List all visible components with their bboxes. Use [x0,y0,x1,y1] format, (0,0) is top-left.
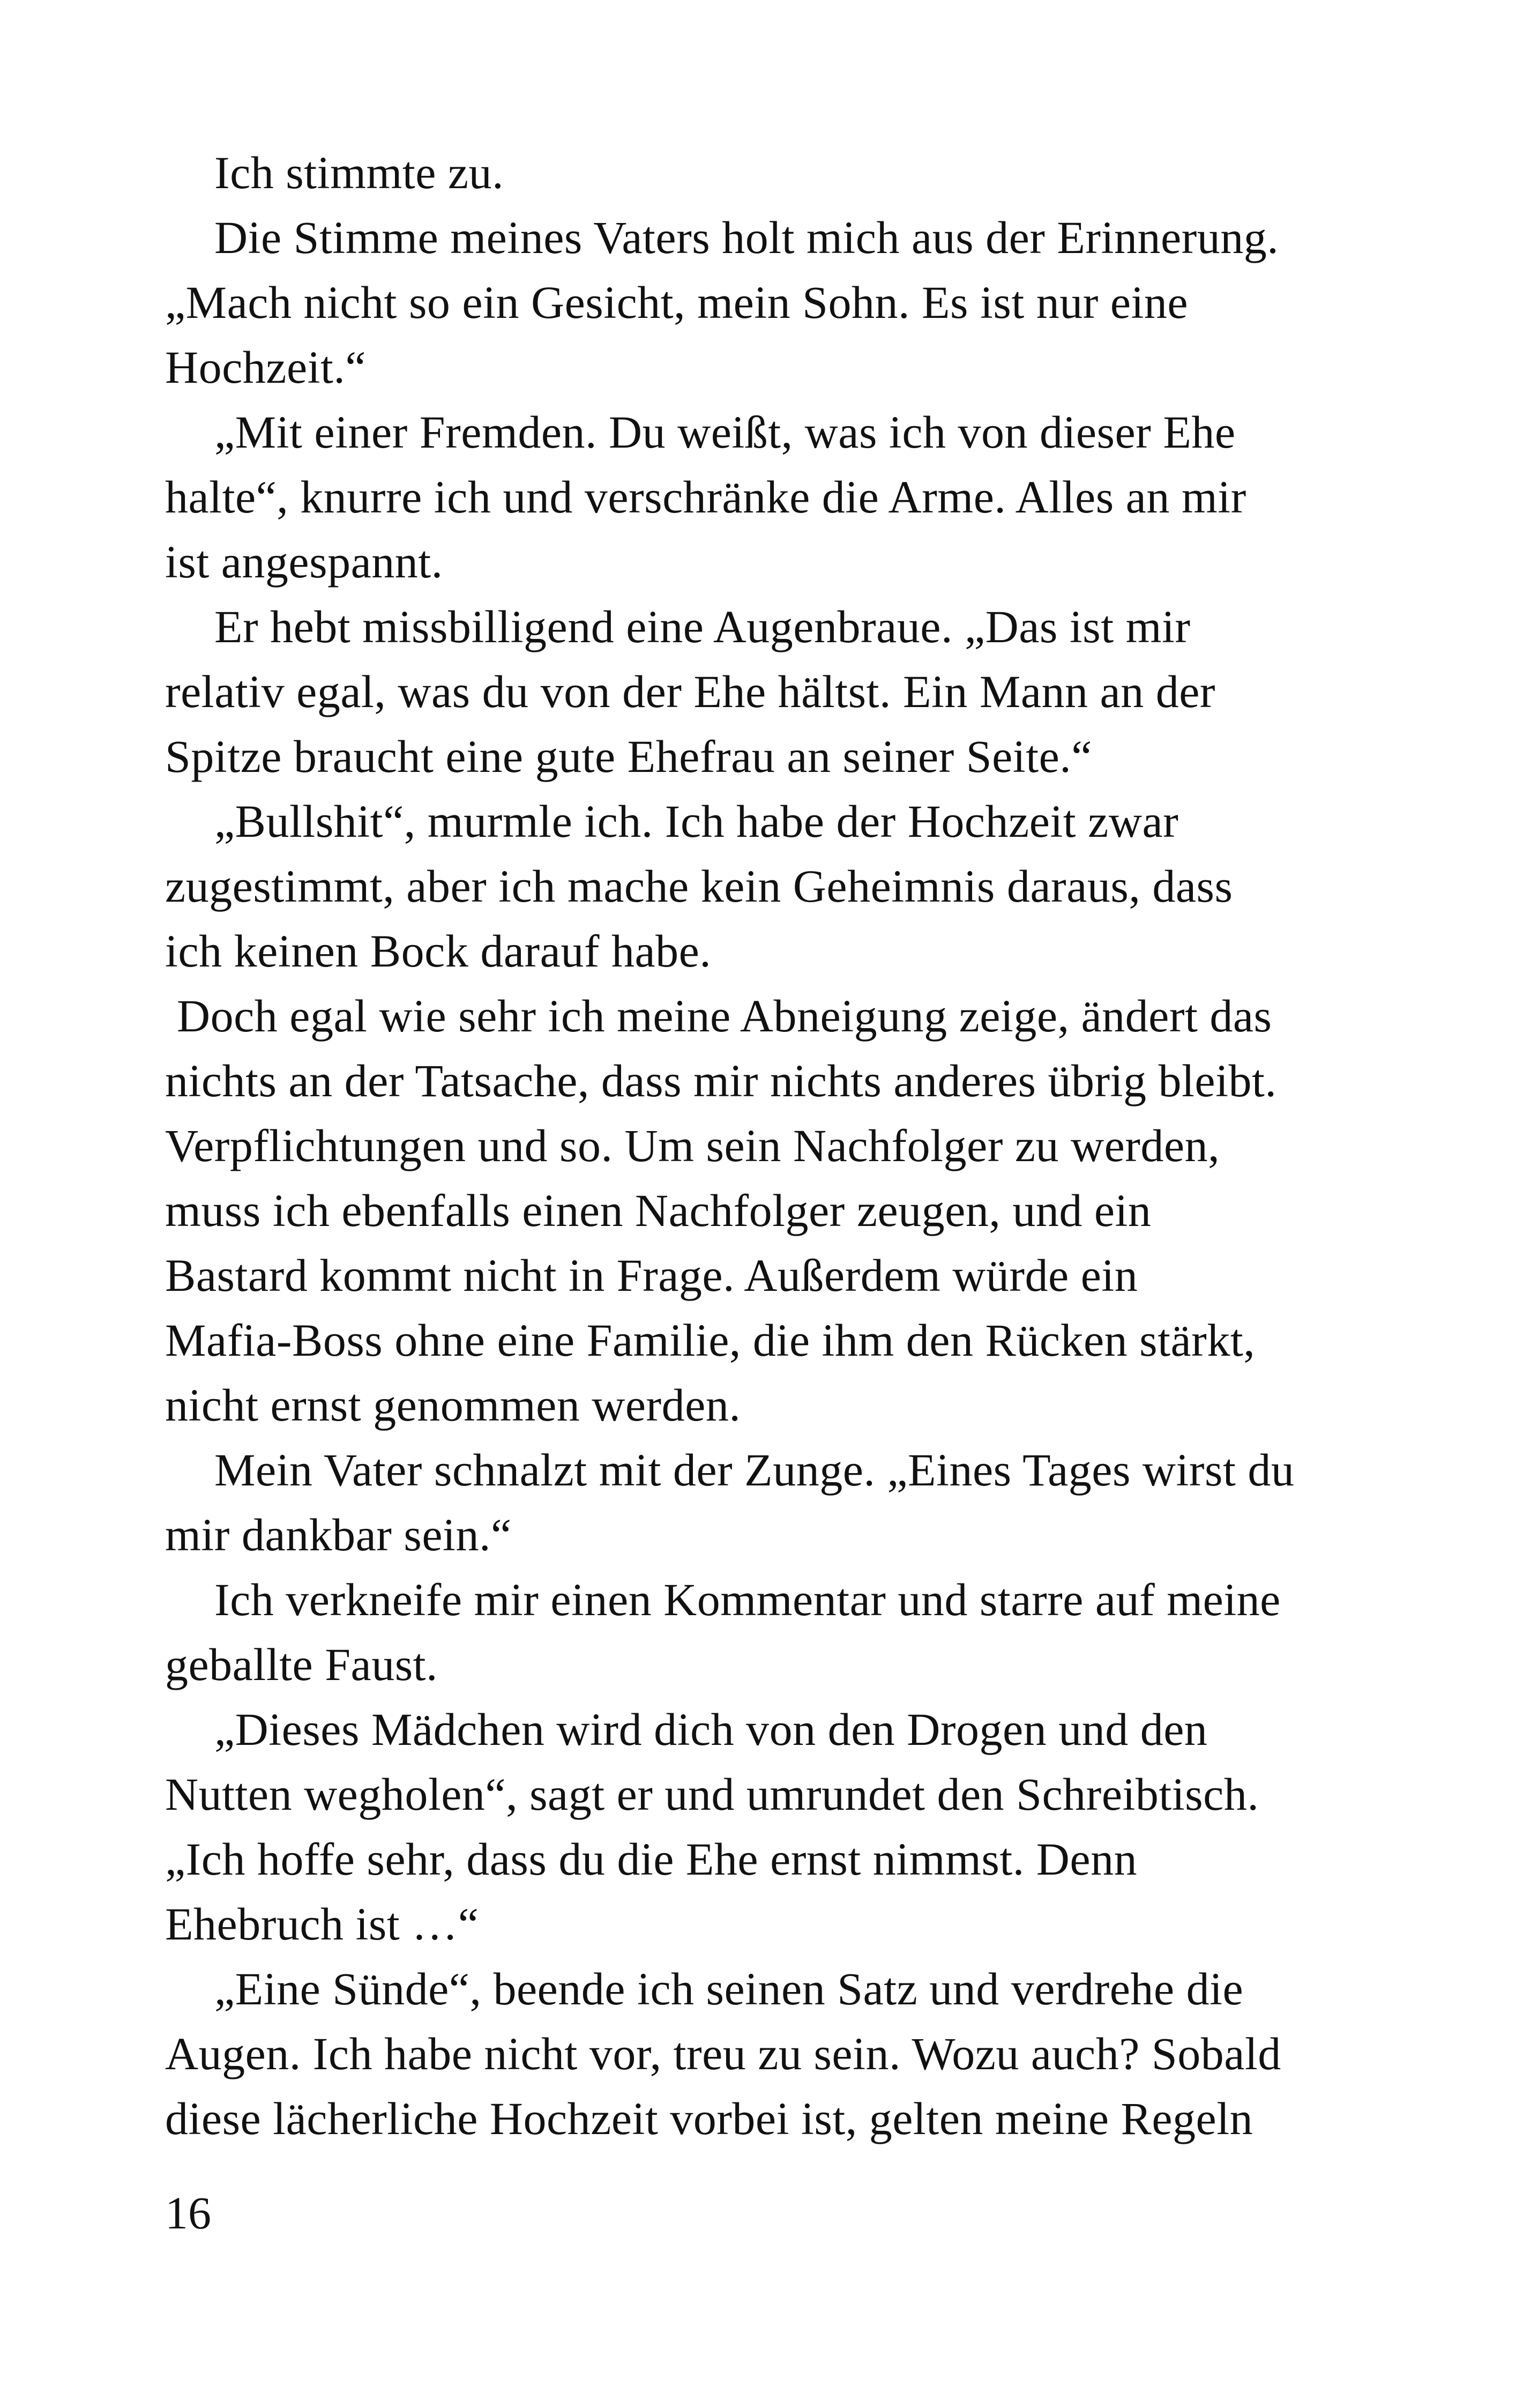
text-line: Augen. Ich habe nicht vor, treu zu sein. Wozu auch? Sobald [165,2028,1281,2079]
text-line: ich keinen Bock darauf habe. [165,925,712,977]
text-line: „Eine Sünde“, beende ich seinen Satz und verdrehe die [214,1963,1244,2015]
text-line: Doch egal wie sehr ich meine Abneigung zeige, ändert das [165,990,1272,1042]
text-line: Ich stimmte zu. [214,147,504,198]
text-line: Spitze braucht eine gute Ehefrau an seiner Seite.“ [165,731,1092,782]
text-line: „Ich hoffe sehr, dass du die Ehe ernst nimmst. Denn [165,1833,1138,1885]
text-line: Bastard kommt nicht in Frage. Außerdem würde ein [165,1250,1138,1301]
text-line: „Mit einer Fremden. Du weißt, was ich von dieser Ehe [214,406,1236,458]
text-line: Er hebt missbilligend eine Augenbraue. „Das ist mir [214,601,1191,652]
text-line: diese lächerliche Hochzeit vorbei ist, gelten meine Regeln [165,2093,1253,2144]
text-line: Verpflichtungen und so. Um sein Nachfolger zu werden, [165,1120,1220,1171]
text-line: Ich verkneife mir einen Kommentar und starre auf meine [214,1574,1281,1625]
text-line: zugestimmt, aber ich mache kein Geheimnis daraus, dass [165,860,1233,912]
text-line: muss ich ebenfalls einen Nachfolger zeugen, und ein [165,1185,1152,1236]
text-line: Hochzeit.“ [165,341,367,393]
text-line: „Dieses Mädchen wird dich von den Drogen und den [214,1704,1208,1755]
page-number: 16 [165,2187,211,2239]
text-line: Die Stimme meines Vaters holt mich aus der Erinnerung. [214,212,1279,263]
text-line: nichts an der Tatsache, dass mir nichts anderes übrig bleibt. [165,1055,1277,1106]
text-line: „Mach nicht so ein Gesicht, mein Sohn. Es ist nur eine [165,277,1189,328]
text-line: ist angespannt. [165,536,443,588]
text-line: halte“, knurre ich und verschränke die Arme. Alles an mir [165,471,1246,523]
text-line: Nutten wegholen“, sagt er und umrundet den Schreibtisch. [165,1768,1259,1820]
text-line: mir dankbar sein.“ [165,1509,512,1560]
text-line: geballte Faust. [165,1639,438,1690]
text-line: nicht ernst genommen werden. [165,1379,741,1431]
text-line: Ehebruch ist …“ [165,1898,479,1950]
text-line: „Bullshit“, murmle ich. Ich habe der Hochzeit zwar [214,796,1179,847]
text-line: Mein Vater schnalzt mit der Zunge. „Eines Tages wirst du [214,1444,1295,1496]
text-line: Mafia-Boss ohne eine Familie, die ihm den Rücken stärkt, [165,1314,1256,1366]
text-line: relativ egal, was du von der Ehe hältst. Ein Mann an der [165,666,1216,717]
